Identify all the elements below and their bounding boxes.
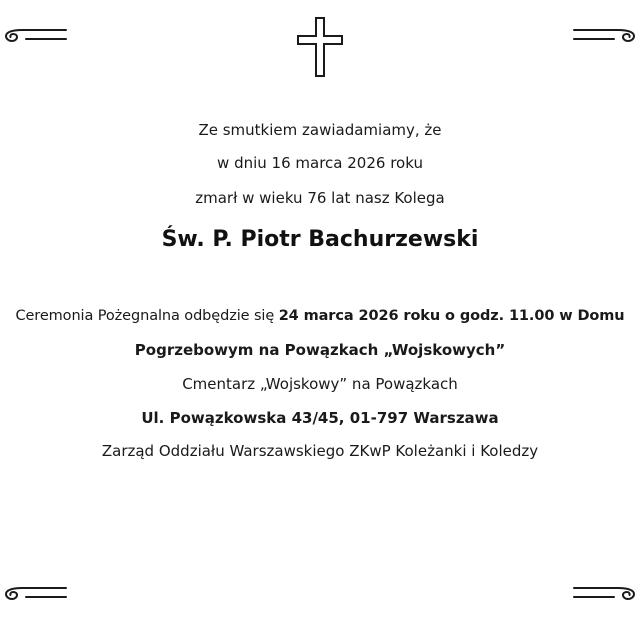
age-line: zmarł w wieku 76 lat nasz Kolega [195, 189, 445, 207]
bottom-right-scroll-flourish-icon [572, 582, 640, 604]
top-right-scroll-flourish-icon [572, 24, 640, 46]
death-date-line: w dniu 16 marca 2026 roku [217, 154, 423, 172]
ceremony-venue: Pogrzebowym na Powązkach „Wojskowych” [134, 341, 506, 359]
ceremony-line [0, 307, 640, 325]
ceremony-date-time: 24 marca 2026 roku o godz. 11.00 w Domu [278, 308, 625, 324]
bottom-left-scroll-flourish-icon [0, 582, 68, 604]
top-left-scroll-flourish-icon [0, 24, 68, 46]
signature-line: Zarząd Oddziału Warszawskiego ZKwP Koleżanki i Koledzy [101, 442, 539, 460]
cemetery-line: Cmentarz „Wojskowy” na Powązkach [182, 375, 458, 393]
announcement-line-1: Ze smutkiem zawiadamiamy, że [198, 121, 442, 139]
deceased-name: Św. P. Piotr Bachurzewski [161, 227, 479, 252]
ceremony-intro: Ceremonia Pożegnalna odbędzie się [15, 308, 279, 324]
cross-icon [296, 16, 344, 78]
address-line: Ul. Powązkowska 43/45, 01-797 Warszawa [141, 409, 499, 427]
